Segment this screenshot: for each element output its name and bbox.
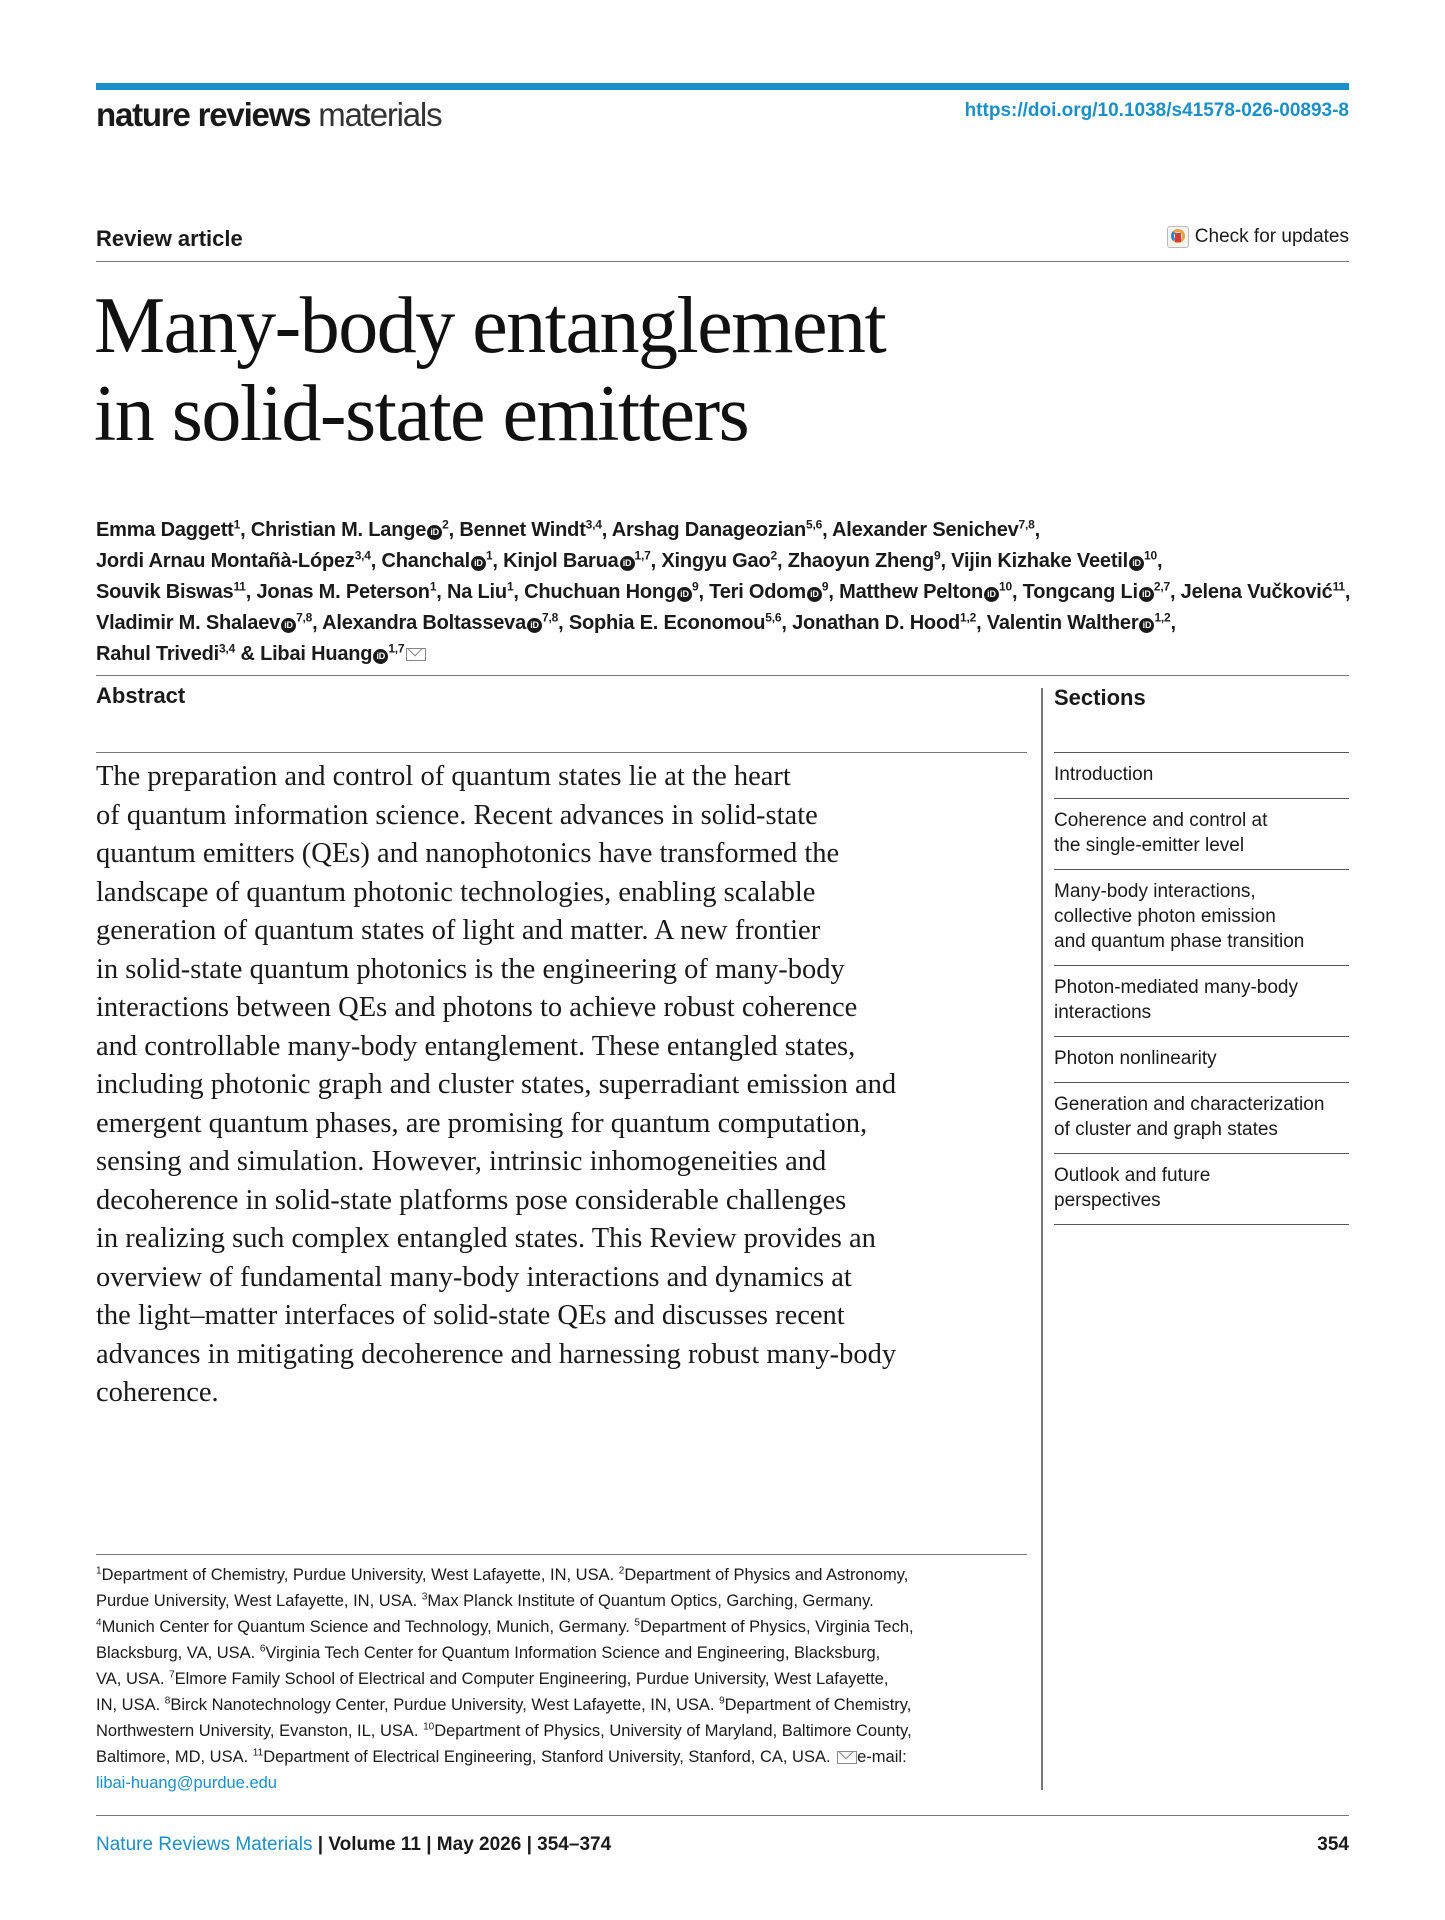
orcid-icon[interactable] — [281, 618, 296, 633]
author-affiliation: 9 — [933, 548, 941, 563]
footer-journal-link[interactable]: Nature Reviews Materials — [96, 1834, 313, 1855]
section-link-text: interactions — [1054, 1002, 1152, 1023]
abstract-line: quantum emitters (QEs) and nanophotonics have transformed the — [96, 838, 840, 869]
author-name: Xingyu Gao — [661, 550, 771, 572]
author-affiliation: 1 — [233, 517, 241, 532]
orcid-icon[interactable] — [373, 649, 388, 664]
author-name: Christian M. Lange — [250, 519, 427, 541]
journal-logo — [96, 95, 441, 135]
authors-rule — [96, 675, 1349, 676]
author-affiliation: 1 — [429, 579, 437, 594]
abstract-line: including photonic graph and cluster states, superradiant emission and — [96, 1069, 897, 1100]
author-affiliation: 3,4 — [585, 517, 602, 532]
affiliation-number: 5 — [634, 1617, 640, 1629]
author-affiliation: 3,4 — [219, 641, 236, 656]
author[interactable] — [792, 612, 976, 634]
section-link-text: perspectives — [1054, 1190, 1161, 1211]
column-divider — [1041, 688, 1043, 1790]
author-name: Souvik Biswas — [96, 581, 234, 603]
affiliation-text: Max Planck Institute of Quantum Optics, Garching, Germany. — [427, 1592, 874, 1610]
article-type: Review article — [96, 226, 243, 251]
author-affiliation: 7,8 — [542, 610, 559, 625]
author[interactable] — [96, 581, 246, 603]
author-affiliation: 2 — [770, 548, 777, 563]
author-name: Zhaoyun Zheng — [787, 550, 934, 572]
author-name: Chanchal — [381, 550, 470, 572]
author[interactable] — [96, 550, 371, 572]
author-affiliation: 1 — [485, 548, 493, 563]
affiliations-rule — [96, 1554, 1027, 1555]
author-list — [96, 515, 1351, 670]
article-title — [94, 282, 1194, 458]
affiliation-number: 8 — [164, 1695, 171, 1707]
author[interactable] — [503, 550, 651, 572]
affiliation-line — [96, 1640, 1031, 1666]
affiliation-text: Birck Nanotechnology Center, Purdue University, West Lafayette, IN, USA. — [170, 1696, 720, 1714]
author-name: Emma Daggett — [96, 519, 234, 541]
author-affiliation: 5,6 — [765, 610, 782, 625]
page-number: 354 — [1317, 1834, 1349, 1855]
author[interactable] — [96, 643, 235, 665]
author-affiliation: 7,8 — [1018, 517, 1035, 532]
section-link[interactable] — [1054, 1083, 1349, 1154]
author[interactable] — [96, 519, 240, 541]
author-name: Vijin Kizhake Veetil — [951, 550, 1128, 572]
header-rule — [96, 83, 1349, 90]
section-link-text: Introduction — [1054, 764, 1154, 785]
affiliation-line — [96, 1614, 1031, 1640]
abstract-text — [96, 758, 1036, 1413]
author-name: Libai Huang — [260, 643, 373, 665]
author-name: Chuchuan Hong — [524, 581, 676, 603]
author-name: Kinjol Barua — [503, 550, 619, 572]
orcid-icon[interactable] — [527, 618, 542, 633]
section-link-text: of cluster and graph states — [1054, 1119, 1278, 1140]
title-line: in solid-state emitters — [94, 370, 749, 458]
abstract-line: generation of quantum states of light and matter. A new frontier — [96, 915, 821, 946]
author-name: Jonathan D. Hood — [792, 612, 960, 634]
orcid-icon[interactable] — [984, 587, 999, 602]
author-affiliation: 2 — [442, 517, 449, 532]
journal-logo-bold: nature reviews — [96, 96, 311, 133]
author-affiliation: 10 — [1144, 548, 1157, 563]
orcid-icon[interactable] — [427, 525, 442, 540]
affiliation-line — [96, 1562, 1031, 1588]
footer-citation — [96, 1834, 611, 1856]
author-name: Jonas M. Peterson — [256, 581, 430, 603]
abstract-line: interactions between QEs and photons to achieve robust coherence — [96, 992, 858, 1023]
section-link-text: and quantum phase transition — [1054, 931, 1305, 952]
author[interactable] — [832, 519, 1035, 541]
author[interactable] — [96, 612, 312, 634]
author-name: Jordi Arnau Montañà-López — [96, 550, 355, 572]
abstract-line: and controllable many-body entanglement. These entangled states, — [96, 1030, 856, 1062]
title-rule — [96, 261, 1349, 262]
author[interactable] — [447, 581, 513, 603]
section-link-text: Photon-mediated many-body — [1054, 977, 1298, 998]
affiliation-number: 7 — [169, 1669, 175, 1681]
section-link-text: Coherence and control at — [1054, 810, 1268, 831]
author[interactable] — [382, 550, 493, 572]
orcid-icon[interactable] — [1139, 587, 1154, 602]
check-for-updates-button[interactable] — [1167, 226, 1349, 248]
abstract-line: of quantum information science. Recent advances in solid-state — [96, 799, 818, 831]
affiliation-number: 10 — [423, 1721, 435, 1733]
section-link-text: Outlook and future — [1054, 1165, 1211, 1186]
doi-link[interactable]: https://doi.org/10.1038/s41578-026-00893-8 — [964, 100, 1349, 121]
author-name: Alexandra Boltasseva — [322, 612, 527, 634]
affiliation-text: Department of Chemistry, — [724, 1696, 912, 1714]
affiliation-text: Elmore Family School of Electrical and Computer Engineering, Purdue University, West Lafayette, — [174, 1670, 889, 1688]
affiliation-text: IN, USA. — [96, 1696, 165, 1714]
author[interactable] — [1023, 581, 1170, 603]
author[interactable] — [612, 519, 822, 541]
author-affiliation: 1,2 — [1154, 610, 1171, 625]
affiliation-text: e-mail: — [857, 1748, 907, 1766]
affiliation-text: Department of Physics, University of Maryland, Baltimore County, — [434, 1722, 912, 1740]
author[interactable] — [709, 581, 828, 603]
affiliation-number: 1 — [96, 1565, 102, 1577]
abstract-line: in realizing such complex entangled states. This Review provides an — [96, 1223, 876, 1254]
title-line: Many-body entanglement — [94, 282, 886, 370]
author-affiliation: 1,7 — [634, 548, 651, 563]
section-link-text: Generation and characterization — [1054, 1094, 1325, 1115]
orcid-icon[interactable] — [1129, 556, 1144, 571]
author-name: Alexander Senichev — [832, 519, 1019, 541]
orcid-icon[interactable] — [620, 556, 635, 571]
section-link[interactable] — [1054, 1154, 1349, 1225]
author-line: Vladimir M. ShalaeviD $^{7,8}$, Alexandra BoltassevaiD $^{7,8}$, Sophia E. Economou$^{5,6}$, Jonathan D. Hood$^{1,2}$, Valentin WaltheriD $^{1,2}$, — [96, 608, 1346, 639]
affiliation-text: Blacksburg, VA, USA. — [96, 1644, 260, 1662]
affiliation-number: 4 — [96, 1617, 102, 1629]
author-name: Jelena Vučković — [1180, 581, 1333, 603]
journal-logo-light: materials — [318, 96, 442, 133]
author-affiliation: 11 — [1332, 579, 1345, 594]
abstract-line: The preparation and control of quantum states lie at the heart — [96, 761, 791, 792]
author[interactable] — [251, 519, 449, 541]
orcid-icon[interactable] — [677, 587, 692, 602]
affiliation-number: 11 — [252, 1747, 264, 1759]
affiliation-number: 3 — [421, 1591, 428, 1603]
author[interactable] — [1181, 581, 1345, 603]
affiliation-text: Munich Center for Quantum Science and Technology, Munich, Germany. — [101, 1618, 635, 1636]
author[interactable] — [839, 581, 1012, 603]
author-affiliation: 5,6 — [805, 517, 823, 532]
author[interactable] — [256, 581, 436, 603]
author[interactable] — [951, 550, 1157, 572]
affiliation-text: Baltimore, MD, USA. — [96, 1748, 253, 1766]
author[interactable] — [661, 550, 777, 572]
affiliation-line — [96, 1718, 1031, 1744]
affiliation-text: Department of Physics and Astronomy, — [624, 1566, 909, 1584]
author-line: Souvik Biswas$^{11}$, Jonas M. Peterson$^1$, Na Liu$^1$, Chuchuan HongiD $^9$, Teri OdomiD $^9$, Matthew PeltoniD $^{10}$, Tongcang LiiD $^{2,7}$, Jelena Vučković$^{11}$, — [96, 577, 1346, 608]
orcid-icon[interactable] — [807, 587, 822, 602]
author-line: Emma Daggett$^1$, Christian M. LangeiD $^2$, Bennet Windt$^{3,4}$, Arshag Danageozian$^{5,6}$, Alexander Senichev$^{7,8}$, — [96, 515, 1346, 546]
affiliation-line — [96, 1692, 1031, 1718]
abstract-line: landscape of quantum photonic technologies, enabling scalable — [96, 876, 816, 908]
author[interactable] — [987, 612, 1171, 634]
author-affiliation: 9 — [691, 579, 699, 594]
author-affiliation: 9 — [821, 579, 829, 594]
check-updates-icon — [1167, 226, 1189, 248]
author[interactable] — [524, 581, 698, 603]
affiliation-line — [96, 1588, 1031, 1614]
author-name: Rahul Trivedi — [96, 643, 219, 665]
author-affiliation: 2,7 — [1153, 579, 1170, 594]
author[interactable] — [260, 643, 426, 665]
affiliation-text: Department of Chemistry, Purdue University, West Lafayette, IN, USA. — [101, 1566, 619, 1584]
check-updates-label: Check for updates — [1194, 226, 1349, 247]
section-link-text: Many-body interactions, — [1054, 881, 1256, 902]
email-line — [96, 1770, 1031, 1796]
affiliation-number: 6 — [259, 1643, 266, 1655]
abstract-line: emergent quantum phases, are promising for quantum computation, — [96, 1107, 868, 1139]
author-name: Valentin Walther — [986, 612, 1139, 634]
author-affiliation: 7,8 — [296, 610, 313, 625]
author-name: Sophia E. Economou — [568, 612, 766, 634]
affiliation-text: Purdue University, West Lafayette, IN, USA. — [96, 1592, 422, 1610]
section-link[interactable] — [1054, 966, 1349, 1037]
author-affiliation: 1,2 — [959, 610, 977, 625]
orcid-icon[interactable] — [1139, 618, 1154, 633]
mail-icon[interactable] — [406, 648, 426, 661]
abstract-line: in solid-state quantum photonics is the engineering of many-body — [96, 953, 845, 985]
affiliation-text: Virginia Tech Center for Quantum Information Science and Engineering, Blacksburg, — [265, 1644, 881, 1662]
abstract-heading: Abstract — [96, 683, 186, 708]
section-link-text: the single-emitter level — [1054, 835, 1245, 856]
abstract-line: advances in mitigating decoherence and harnessing robust many-body — [96, 1338, 897, 1370]
author-name: Bennet Windt — [459, 519, 586, 541]
affiliation-text: Department of Physics, Virginia Tech, — [639, 1618, 914, 1636]
affiliation-line — [96, 1666, 1031, 1692]
orcid-icon[interactable] — [471, 556, 486, 571]
author[interactable] — [459, 519, 601, 541]
section-link[interactable] — [1054, 1037, 1349, 1083]
section-link[interactable] — [1054, 799, 1349, 870]
abstract-line: the light–matter interfaces of solid-state QEs and discusses recent — [96, 1300, 845, 1331]
abstract-rule — [96, 752, 1027, 753]
author-name: Arshag Danageozian — [611, 519, 806, 541]
section-link[interactable] — [1054, 753, 1349, 799]
affiliations — [96, 1562, 1031, 1796]
affiliation-number: 2 — [618, 1565, 625, 1577]
author-name: Tongcang Li — [1022, 581, 1138, 603]
footer-rule — [96, 1815, 1349, 1816]
email-link[interactable]: libai-huang@purdue.edu — [96, 1774, 277, 1792]
author-name: Na Liu — [447, 581, 507, 603]
author[interactable] — [322, 612, 558, 634]
section-link-text: Photon nonlinearity — [1054, 1048, 1217, 1069]
author-line: Jordi Arnau Montañà-López$^{3,4}$, ChanchaliD $^1$, Kinjol BaruaiD $^{1,7}$, Xingyu Gao$^2$, Zhaoyun Zheng$^9$, Vijin Kizhake VeetiliD $^{10}$, — [96, 546, 1346, 577]
affiliation-number: 9 — [719, 1695, 725, 1707]
sections-list — [1054, 752, 1349, 1225]
author-affiliation: 10 — [998, 579, 1012, 594]
author-affiliation: 1,7 — [388, 641, 405, 656]
abstract-line: sensing and simulation. However, intrinsic inhomogeneities and — [96, 1146, 827, 1177]
author-name: Teri Odom — [709, 581, 806, 603]
author-line: Rahul Trivedi$^{3,4}$ & Libai HuangiD $^{1,7}$ — [96, 639, 1346, 670]
sections-heading: Sections — [1054, 685, 1146, 710]
affiliation-text: Department of Electrical Engineering, Stanford University, Stanford, CA, USA. — [263, 1748, 836, 1766]
author[interactable] — [569, 612, 782, 634]
author-affiliation: 1 — [506, 579, 514, 594]
affiliation-text: Northwestern University, Evanston, IL, USA. — [96, 1722, 424, 1740]
section-link[interactable] — [1054, 870, 1349, 966]
affiliation-line — [96, 1744, 1031, 1770]
author-affiliation: 11 — [233, 579, 246, 594]
abstract-line: overview of fundamental many-body interactions and dynamics at — [96, 1261, 852, 1293]
author-name: Matthew Pelton — [839, 581, 983, 603]
author-name: Vladimir M. Shalaev — [96, 612, 281, 634]
footer-volume-info: | Volume 11 | May 2026 | 354–374 — [312, 1834, 612, 1855]
author-affiliation: 3,4 — [354, 548, 371, 563]
author[interactable] — [788, 550, 941, 572]
mail-icon — [837, 1751, 857, 1764]
abstract-line: decoherence in solid-state platforms pose considerable challenges — [96, 1184, 847, 1216]
affiliation-text: VA, USA. — [96, 1670, 170, 1688]
abstract-line: coherence. — [96, 1377, 219, 1408]
section-link-text: collective photon emission — [1054, 906, 1276, 927]
